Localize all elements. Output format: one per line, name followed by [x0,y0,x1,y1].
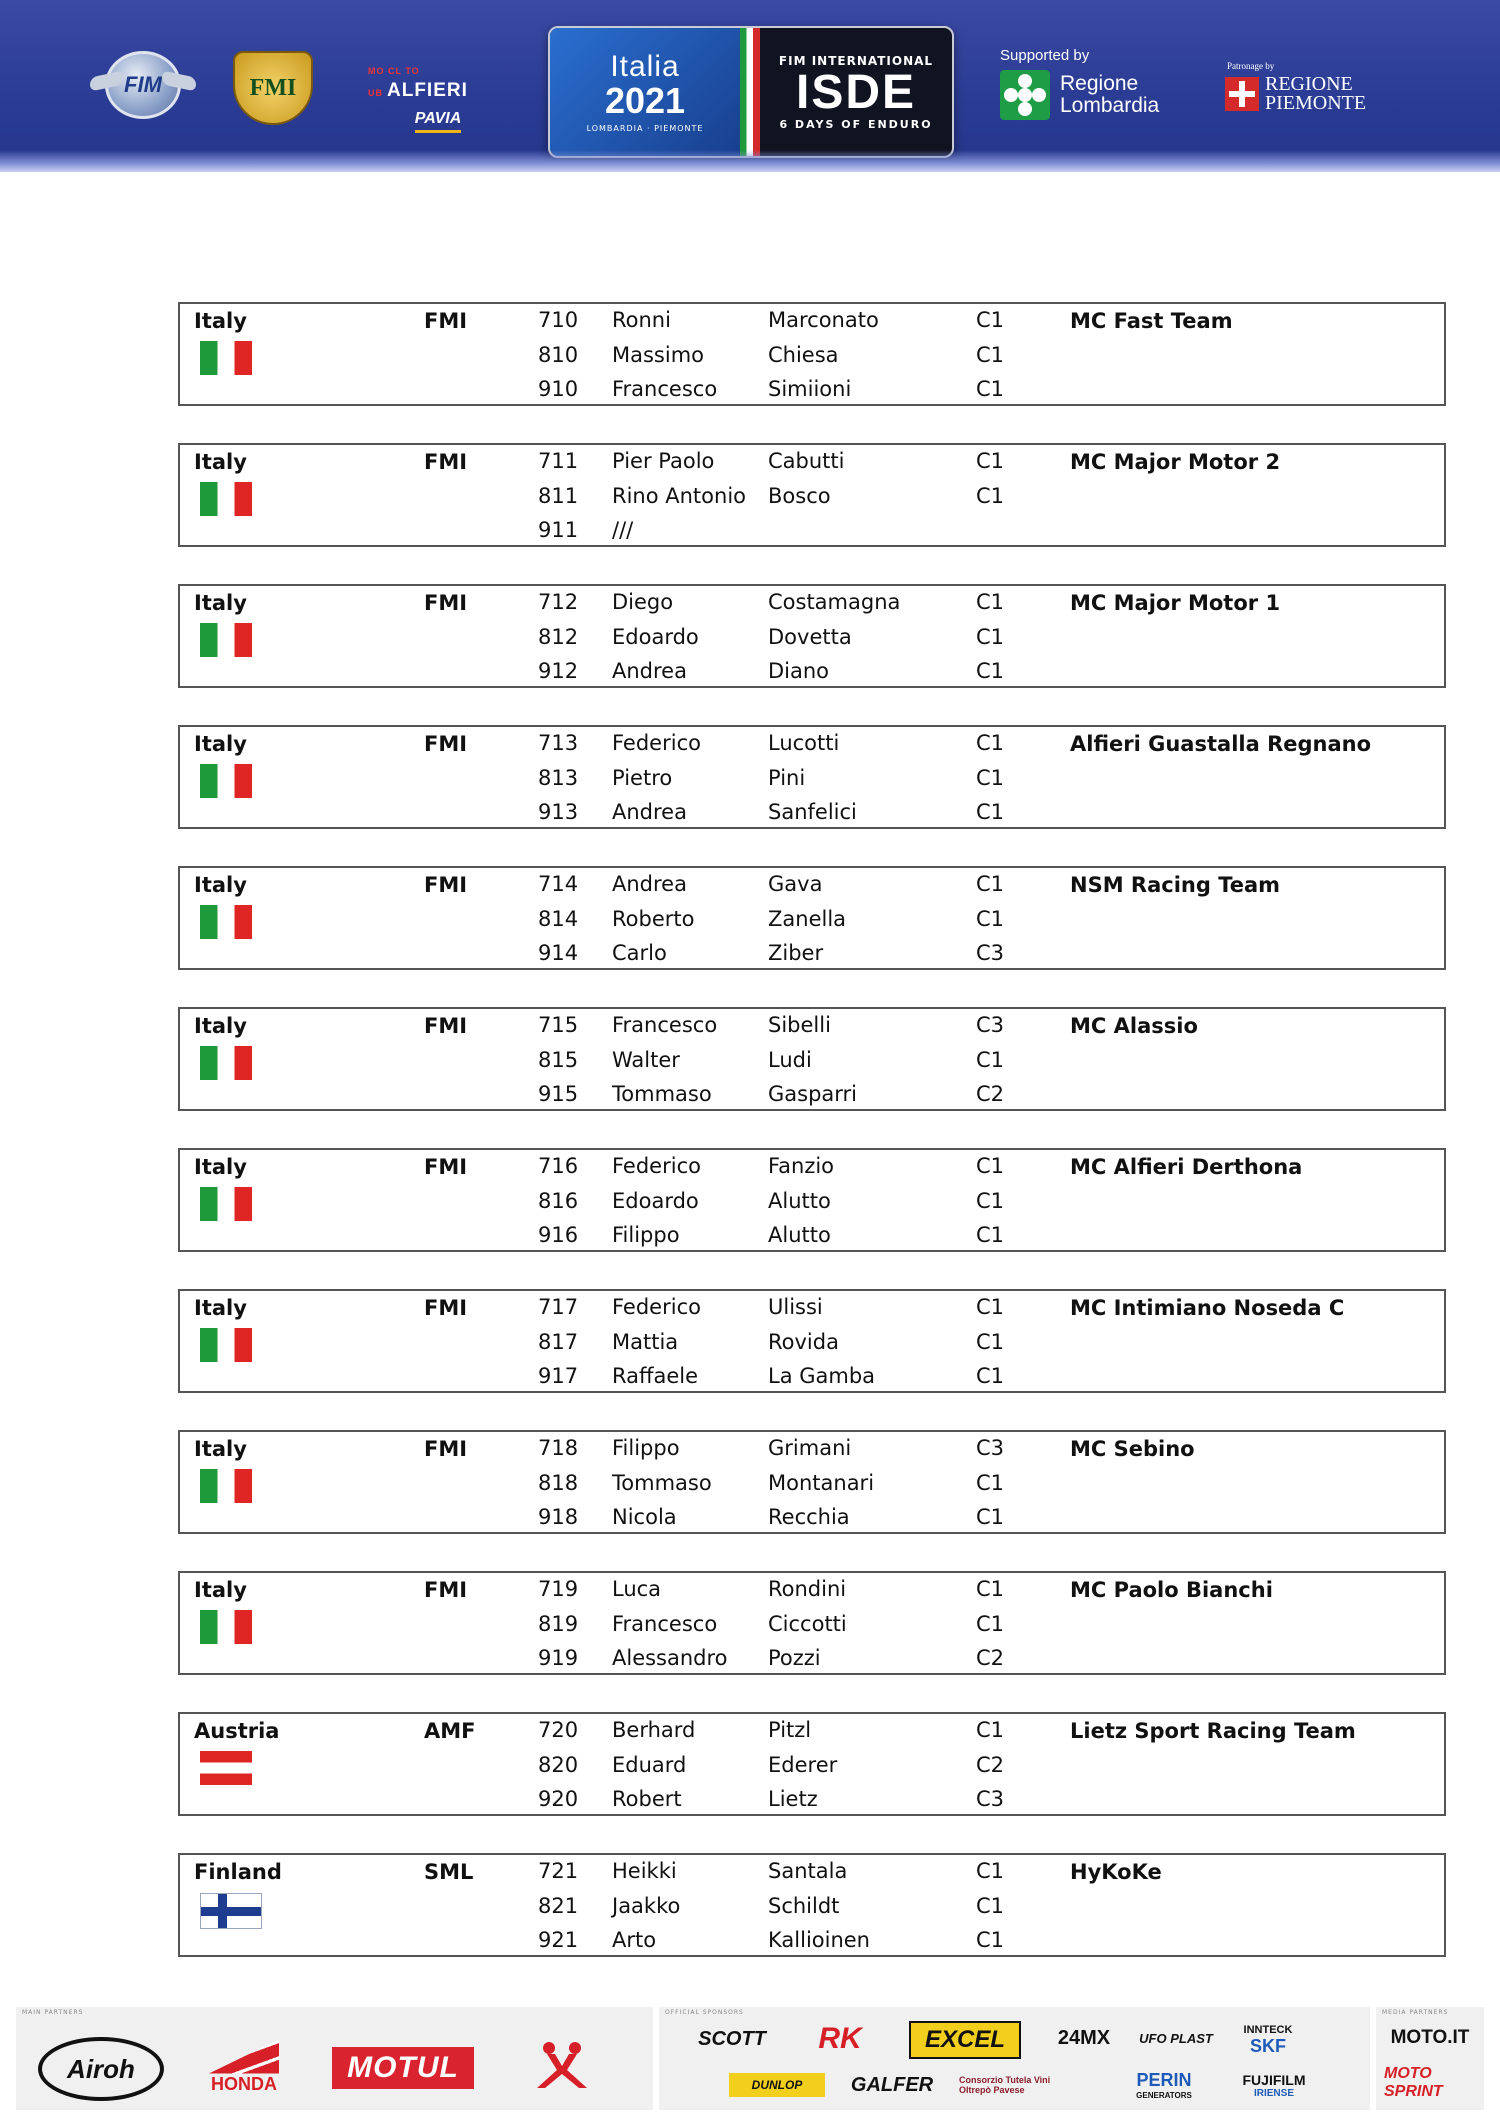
team-club: MC Intimiano Noseda C [1070,1296,1345,1320]
team-federation: FMI [424,1155,468,1179]
rider-number: 810 [538,343,579,367]
rider-number: 814 [538,907,579,931]
rider-row [538,727,1038,762]
rider-class: C2 [976,1082,1005,1106]
rider-class: C1 [976,659,1005,683]
rider-last-name: Lucotti [768,731,840,755]
rider-row [538,621,1038,656]
rider-first-name: Federico [612,731,701,755]
team-federation: FMI [424,1014,468,1038]
rider-row [538,1573,1038,1608]
team-federation: FMI [424,450,468,474]
main-partners [16,2007,653,2110]
italia-2021-block: Italia 2021 LOMBARDIA · PIEMONTE [550,28,740,156]
team-country: Italy [194,309,247,333]
rider-class: C1 [976,343,1005,367]
rider-row [538,1642,1038,1677]
rider-last-name: Marconato [768,308,879,332]
rider-class: C1 [976,1718,1005,1742]
media-partners-label: MEDIA PARTNERS [1382,2009,1449,2016]
rider-class: C1 [976,484,1005,508]
rider-first-name: Massimo [612,343,705,367]
rider-number: 821 [538,1894,579,1918]
dunlop-logo: DUNLOP [729,2073,825,2097]
official-sponsors [659,2007,1370,2110]
rider-row [538,1924,1038,1959]
rider-number: 918 [538,1505,579,1529]
austria-flag-icon [200,1751,252,1785]
rider-class: C2 [976,1646,1005,1670]
isde-event-logo [548,26,954,158]
honda-logo: HONDA [196,2035,292,2099]
team-entry [178,1007,1446,1111]
team-riders [538,304,1038,404]
isde-block: FIM INTERNATIONAL ISDE 6 DAYS OF ENDURO [778,53,934,131]
team-club: MC Fast Team [1070,309,1233,333]
rider-class: C1 [976,731,1005,755]
team-club: MC Major Motor 2 [1070,450,1281,474]
team-entry [178,1853,1446,1957]
rider-row [538,1150,1038,1185]
team-federation: FMI [424,1437,468,1461]
rider-row [538,1009,1038,1044]
rider-number: 718 [538,1436,579,1460]
fmi-shield: FMI [233,51,313,125]
rider-row [538,339,1038,374]
team-club: MC Paolo Bianchi [1070,1578,1273,1602]
rider-class: C1 [976,308,1005,332]
rider-last-name: La Gamba [768,1364,876,1388]
team-club: MC Major Motor 1 [1070,591,1281,615]
motul-logo: MOTUL [332,2047,474,2089]
rider-first-name: Robert [612,1787,682,1811]
sponsor-footer [16,2007,1484,2110]
team-riders [538,586,1038,686]
team-country: Italy [194,1155,247,1179]
team-riders [538,727,1038,827]
rider-number: 713 [538,731,579,755]
rider-number: 820 [538,1753,579,1777]
rider-class: C1 [976,800,1005,824]
media-partners [1376,2007,1484,2110]
italy-flag-icon [200,905,252,939]
rider-last-name: Montanari [768,1471,875,1495]
rider-last-name: Cabutti [768,449,845,473]
ufo-plast-logo: UFO PLAST [1139,2030,1213,2046]
rider-number: 721 [538,1859,579,1883]
consorzio-oltrepo-logo: Consorzio Tutela Vini Oltrepò Pavese [959,2075,1051,2095]
team-federation: FMI [424,309,468,333]
rider-number: 813 [538,766,579,790]
rider-class: C1 [976,1577,1005,1601]
rider-class: C1 [976,1505,1005,1529]
italy-flag-icon [200,482,252,516]
team-club: Alfieri Guastalla Regnano [1070,732,1372,756]
rider-number: 920 [538,1787,579,1811]
excel-logo: EXCEL [909,2021,1021,2059]
rider-class: C1 [976,1364,1005,1388]
rider-class: C1 [976,1048,1005,1072]
regione-piemonte-logo: Patronage by REGIONE PIEMONTE [1227,61,1367,114]
rider-number: 716 [538,1154,579,1178]
rider-first-name: Roberto [612,907,695,931]
rider-last-name: Recchia [768,1505,850,1529]
team-country: Italy [194,1296,247,1320]
rider-row [538,1432,1038,1467]
rider-last-name: Gasparri [768,1082,858,1106]
team-federation: FMI [424,1296,468,1320]
rider-last-name: Alutto [768,1189,831,1213]
rider-class: C3 [976,941,1005,965]
rider-number: 916 [538,1223,579,1247]
team-entry [178,1571,1446,1675]
italy-flag-icon [200,1046,252,1080]
rider-first-name: Luca [612,1577,662,1601]
rider-first-name: Nicola [612,1505,677,1529]
rider-last-name: Alutto [768,1223,831,1247]
italy-flag-icon [200,1328,252,1362]
pavia-wordmark: PAVIA [415,110,462,133]
rider-class: C3 [976,1013,1005,1037]
rider-first-name: Francesco [612,1612,718,1636]
team-riders [538,1432,1038,1532]
rider-row [538,1044,1038,1079]
rider-row [538,1855,1038,1890]
rider-row [538,514,1038,549]
fujifilm-iriense-logo: FUJIFILM IRIENSE [1242,2071,1306,2099]
rider-class: C1 [976,1154,1005,1178]
rider-number: 917 [538,1364,579,1388]
rider-number: 912 [538,659,579,683]
rider-last-name: Kallioinen [768,1928,870,1952]
finland-flag-icon [200,1893,262,1929]
team-entry [178,1289,1446,1393]
rider-first-name: Rino Antonio [612,484,747,508]
italy-flag-icon [200,1610,252,1644]
rider-number: 811 [538,484,579,508]
rider-last-name: Gava [768,872,823,896]
rider-last-name: Ulissi [768,1295,823,1319]
rider-class: C1 [976,377,1005,401]
rider-first-name: Tommaso [612,1471,712,1495]
rider-row [538,373,1038,408]
rider-number: 812 [538,625,579,649]
rider-row [538,1608,1038,1643]
rider-number: 914 [538,941,579,965]
rider-first-name: Pietro [612,766,673,790]
rider-class: C2 [976,1753,1005,1777]
rider-row [538,762,1038,797]
perin-generators-logo: PERIN GENERATORS [1136,2070,1192,2100]
team-country: Austria [194,1719,280,1743]
rider-row [538,655,1038,690]
italy-flag-icon [200,764,252,798]
rider-number: 719 [538,1577,579,1601]
rider-class: C3 [976,1787,1005,1811]
rider-first-name: Edoardo [612,1189,699,1213]
header-banner [0,0,1500,172]
galfer-logo: GALFER [850,2073,934,2096]
rider-row [538,1291,1038,1326]
rider-last-name: Santala [768,1859,848,1883]
team-club: NSM Racing Team [1070,873,1281,897]
team-country: Finland [194,1860,282,1884]
rider-first-name: Edoardo [612,625,699,649]
team-entry [178,725,1446,829]
rider-row [538,1219,1038,1254]
rider-row [538,1360,1038,1395]
rider-number: 714 [538,872,579,896]
rider-row [538,1783,1038,1818]
team-riders [538,1855,1038,1955]
rider-last-name: Costamagna [768,590,901,614]
rider-number: 717 [538,1295,579,1319]
scott-logo: SCOTT [698,2027,766,2050]
rider-first-name: Andrea [612,659,687,683]
rider-class: C1 [976,907,1005,931]
rider-number: 919 [538,1646,579,1670]
rider-number: 711 [538,449,579,473]
rider-class: C1 [976,1223,1005,1247]
rider-number: 710 [538,308,579,332]
moto-it-logo: MOTO.IT [1390,2027,1470,2048]
team-country: Italy [194,450,247,474]
rider-last-name: Pitzl [768,1718,812,1742]
rider-first-name: Diego [612,590,674,614]
rider-first-name: Filippo [612,1436,680,1460]
rider-row [538,304,1038,339]
rider-class: C1 [976,766,1005,790]
main-partners-label: MAIN PARTNERS [22,2009,84,2016]
rider-first-name: Federico [612,1154,701,1178]
rider-last-name: Rondini [768,1577,847,1601]
rider-row [538,1326,1038,1361]
rider-number: 720 [538,1718,579,1742]
honda-wing-icon [209,2040,279,2074]
lombardia-cross-icon [1000,70,1050,120]
rider-class: C1 [976,1894,1005,1918]
rider-class: C1 [976,1471,1005,1495]
rider-first-name: Pier Paolo [612,449,715,473]
team-federation: FMI [424,873,468,897]
rider-last-name: Pozzi [768,1646,821,1670]
rider-row [538,937,1038,972]
team-entry [178,1430,1446,1534]
rider-number: 921 [538,1928,579,1952]
team-country: Italy [194,1578,247,1602]
patronage-label: Patronage by [1227,61,1275,71]
rider-number: 915 [538,1082,579,1106]
team-country: Italy [194,1437,247,1461]
rider-class: C1 [976,449,1005,473]
fim-logo [88,50,198,120]
rider-last-name: Ciccotti [768,1612,847,1636]
team-country: Italy [194,591,247,615]
rider-first-name: Mattia [612,1330,679,1354]
team-club: MC Sebino [1070,1437,1195,1461]
rider-first-name: Filippo [612,1223,680,1247]
italy-flag-icon [200,1187,252,1221]
rider-number: 817 [538,1330,579,1354]
rider-row [538,445,1038,480]
team-club: MC Alfieri Derthona [1070,1155,1303,1179]
rider-first-name: Arto [612,1928,657,1952]
regione-lombardia-logo: Supported by Regione Lombardia [1000,38,1200,128]
italy-flag-icon [200,623,252,657]
team-list [178,302,1446,1994]
rider-last-name: Grimani [768,1436,852,1460]
rider-number: 715 [538,1013,579,1037]
rider-number: 712 [538,590,579,614]
kappa-logo [512,2037,612,2093]
team-country: Italy [194,1014,247,1038]
team-federation: FMI [424,732,468,756]
rider-class: C1 [976,1859,1005,1883]
rider-number: 913 [538,800,579,824]
team-riders [538,868,1038,968]
team-riders [538,1714,1038,1814]
rider-last-name: Diano [768,659,830,683]
rider-last-name: Ludi [768,1048,812,1072]
team-club: HyKoKe [1070,1860,1162,1884]
team-club: Lietz Sport Racing Team [1070,1719,1356,1743]
rider-first-name: Andrea [612,800,687,824]
team-entry [178,866,1446,970]
rider-row [538,480,1038,515]
rider-first-name: Raffaele [612,1364,699,1388]
rider-class: C1 [976,872,1005,896]
rider-first-name: Carlo [612,941,667,965]
rider-row [538,1185,1038,1220]
fim-emblem: FIM [105,51,181,119]
rider-first-name: Francesco [612,1013,718,1037]
team-club: MC Alassio [1070,1014,1198,1038]
rider-number: 910 [538,377,579,401]
rider-row [538,868,1038,903]
rider-last-name: Ederer [768,1753,838,1777]
rider-number: 818 [538,1471,579,1495]
team-riders [538,1150,1038,1250]
rider-last-name: Sibelli [768,1013,831,1037]
fmi-logo [228,48,318,128]
piemonte-flag-icon [1225,77,1259,111]
team-riders [538,1009,1038,1109]
team-federation: FMI [424,591,468,615]
rider-first-name: Walter [612,1048,680,1072]
rider-last-name: Lietz [768,1787,818,1811]
alfieri-wordmark: MO CL TO UB ALFIERI [368,65,468,101]
team-federation: FMI [424,1578,468,1602]
team-riders [538,1291,1038,1391]
rider-last-name: Simiioni [768,377,852,401]
rider-first-name: Tommaso [612,1082,712,1106]
rider-last-name: Chiesa [768,343,839,367]
rider-first-name: Alessandro [612,1646,728,1670]
rider-row [538,1078,1038,1113]
innteck-skf-logo: INNTECK SKF [1243,2023,1293,2056]
rider-last-name: Schildt [768,1894,840,1918]
rider-class: C1 [976,1330,1005,1354]
rider-last-name: Sanfelici [768,800,857,824]
rider-last-name: Dovetta [768,625,852,649]
team-riders [538,1573,1038,1673]
24mx-logo: 24MX [1057,2026,1111,2049]
rider-first-name: Jaakko [612,1894,681,1918]
rider-row [538,1501,1038,1536]
rk-logo: RK [818,2022,862,2055]
team-country: Italy [194,732,247,756]
rider-number: 819 [538,1612,579,1636]
rider-first-name: Francesco [612,377,718,401]
rider-first-name: Eduard [612,1753,687,1777]
airoh-logo: Airoh [38,2037,164,2101]
team-country: Italy [194,873,247,897]
team-riders [538,445,1038,545]
rider-last-name: Ziber [768,941,824,965]
rider-row [538,1714,1038,1749]
rider-number: 815 [538,1048,579,1072]
rider-last-name: Pini [768,766,806,790]
rider-class: C1 [976,1295,1005,1319]
official-sponsors-label: OFFICIAL SPONSORS [665,2009,744,2016]
team-entry [178,1148,1446,1252]
rider-row [538,796,1038,831]
italy-flag-icon [200,341,252,375]
rider-row [538,903,1038,938]
rider-first-name: Ronni [612,308,671,332]
supported-by-label: Supported by [1000,46,1090,64]
rider-last-name: Rovida [768,1330,839,1354]
rider-last-name: Zanella [768,907,847,931]
italy-flag-icon [200,1469,252,1503]
rider-class: C1 [976,1612,1005,1636]
team-entry [178,1712,1446,1816]
team-entry [178,302,1446,406]
rider-class: C1 [976,1928,1005,1952]
team-entry [178,584,1446,688]
alfieri-pavia-logo [368,55,508,135]
rider-last-name: Bosco [768,484,831,508]
rider-first-name: /// [612,518,634,542]
rider-class: C1 [976,1189,1005,1213]
rider-first-name: Berhard [612,1718,696,1742]
rider-first-name: Andrea [612,872,687,896]
kappa-icon [517,2040,607,2090]
rider-row [538,1890,1038,1925]
rider-first-name: Federico [612,1295,701,1319]
team-federation: AMF [424,1719,476,1743]
moto-sprint-logo: MOTO SPRINT [1384,2065,1443,2100]
tricolore-stripe [740,28,760,156]
rider-class: C3 [976,1436,1005,1460]
rider-row [538,586,1038,621]
rider-last-name: Fanzio [768,1154,835,1178]
team-entry [178,443,1446,547]
rider-class: C1 [976,625,1005,649]
rider-class: C1 [976,590,1005,614]
rider-row [538,1467,1038,1502]
rider-number: 816 [538,1189,579,1213]
rider-number: 911 [538,518,579,542]
rider-row [538,1749,1038,1784]
rider-first-name: Heikki [612,1859,677,1883]
team-federation: SML [424,1860,474,1884]
